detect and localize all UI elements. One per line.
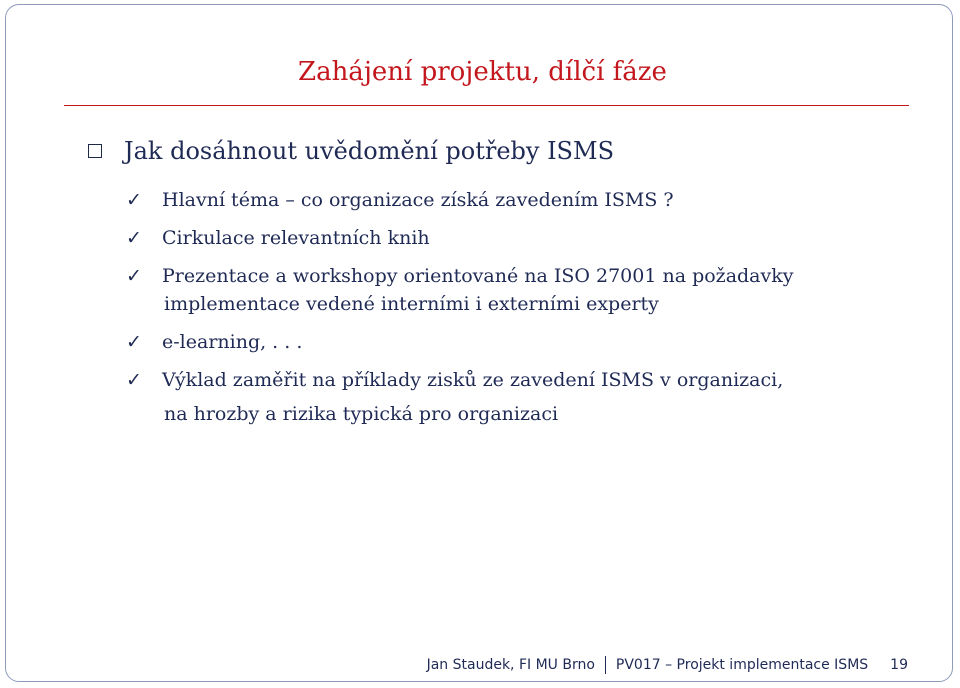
list-item-continuation: na hrozby a rizika typická pro organizaci (164, 403, 559, 425)
list-item-text: Cirkulace relevantních knih (162, 227, 430, 249)
checkmark-icon: ✓ (126, 227, 142, 249)
checkmark-icon: ✓ (126, 265, 142, 287)
slide-title: Zahájení projektu, dílčí fáze (298, 57, 667, 87)
checkmark-icon: ✓ (126, 189, 142, 211)
slide-footer (427, 656, 908, 674)
list-item (126, 186, 674, 214)
main-bullet (88, 137, 614, 165)
title-rule (64, 105, 909, 106)
list-item (126, 224, 430, 252)
footer-separator (605, 656, 606, 674)
list-item-continuation: implementace vedené interními i externími experty (164, 293, 659, 315)
checkmark-icon: ✓ (126, 331, 142, 353)
list-item-text: e-learning, . . . (162, 331, 303, 353)
checkmark-icon: ✓ (126, 369, 142, 391)
footer-author: Jan Staudek, FI MU Brno (426, 657, 595, 673)
footer-course: PV017 – Projekt implementace ISMS (615, 657, 869, 673)
square-bullet-icon (88, 144, 102, 158)
slide-frame (5, 4, 953, 682)
page-number: 19 (890, 657, 908, 673)
list-item (126, 262, 794, 318)
list-item-text: Prezentace a workshopy orientované na ISO 27001 na požadavky (162, 265, 794, 287)
list-item-text: Hlavní téma – co organizace získá zavedením ISMS ? (162, 189, 674, 211)
main-bullet-text: Jak dosáhnout uvědomění potřeby ISMS (124, 137, 615, 165)
list-item-text: Výklad zaměřit na příklady zisků ze zavedení ISMS v organizaci, (162, 369, 784, 391)
list-item (126, 328, 302, 356)
list-item (126, 366, 783, 428)
